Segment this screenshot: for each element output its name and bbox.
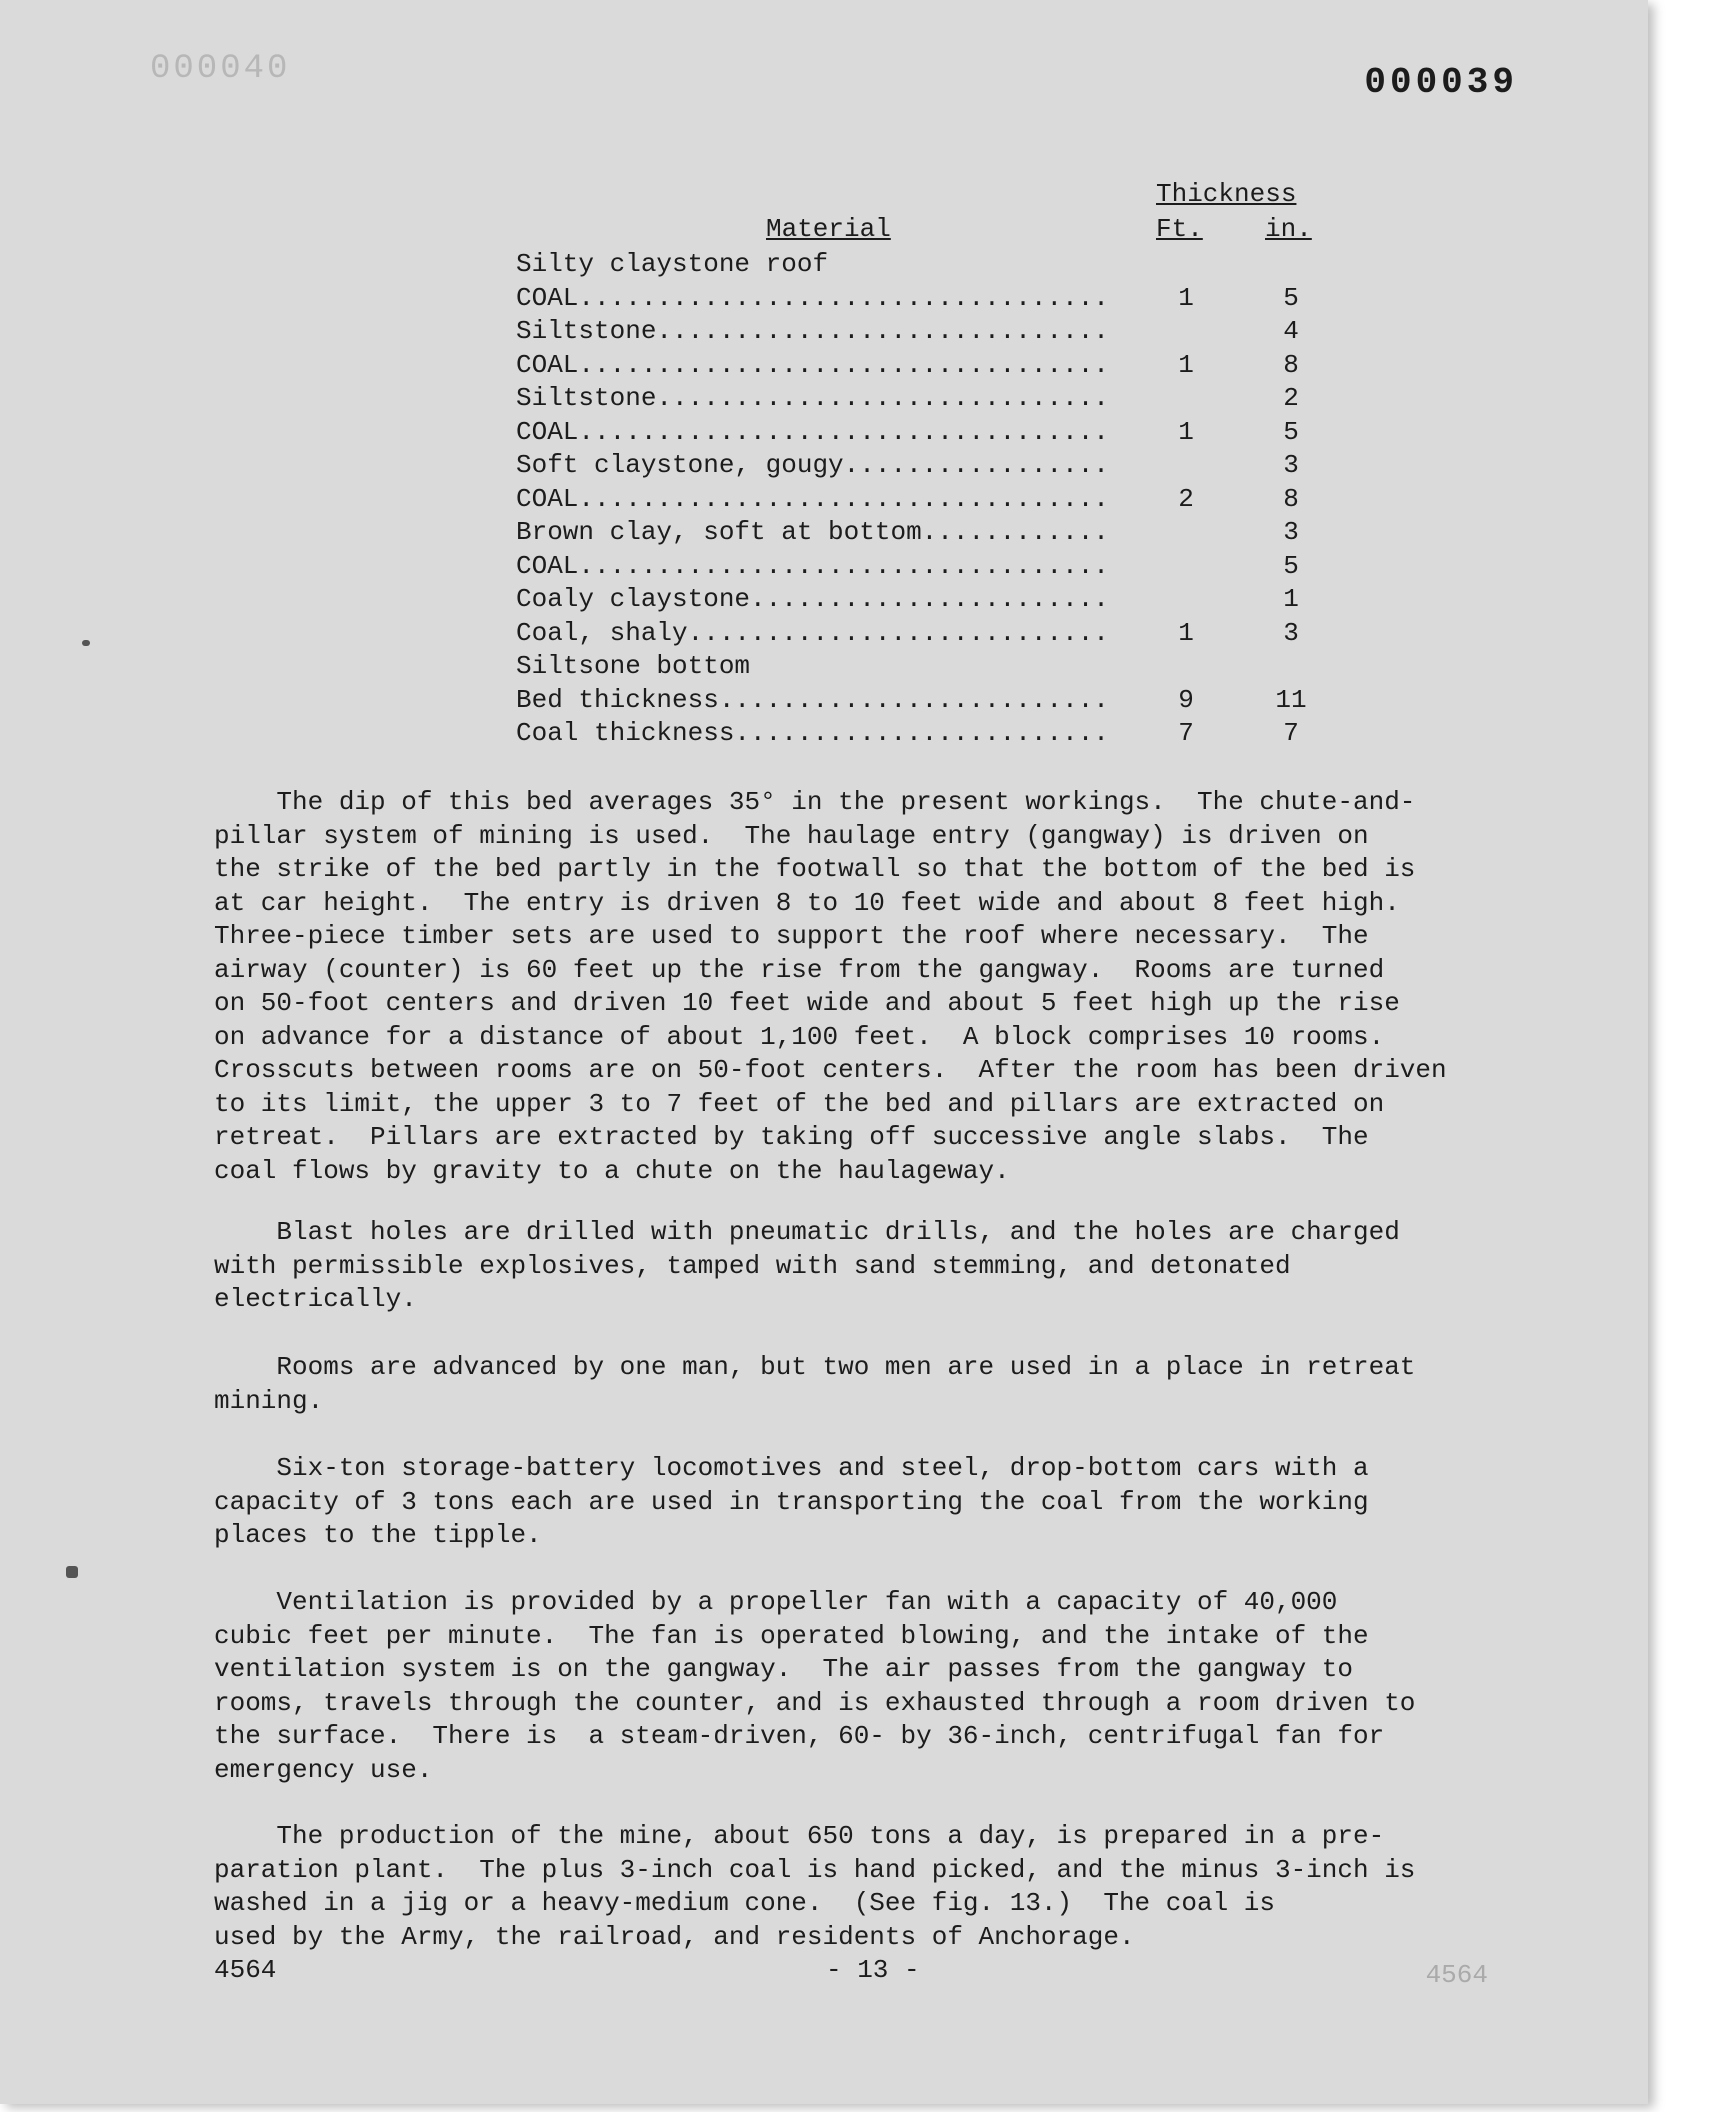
text-line: retreat. Pillars are extracted by taking off successive angle slabs. The [214,1122,1369,1152]
text-line: the surface. There is a steam-driven, 60- by 36-inch, centrifugal fan for [214,1721,1385,1751]
text-line: Rooms are advanced by one man, but two men are used in a place in retreat [214,1352,1416,1382]
feet-cell: 9 [1178,684,1194,715]
material-cell: Soft claystone, gougy................. [516,450,1109,480]
material-cell: Siltstone............................. [516,383,1109,413]
table-body [516,248,1316,751]
text-line: cubic feet per minute. The fan is operated blowing, and the intake of the [214,1620,1369,1651]
text-line: The dip of this bed averages 35° in the present workings. The chute-and- [214,787,1416,817]
text-line: on advance for a distance of about 1,100 feet. A block comprises 10 rooms. [214,1021,1385,1052]
text-line: Three-piece timber sets are used to support the roof where necessary. The [214,921,1369,951]
material-cell: COAL.................................. [516,483,1109,514]
paragraph [214,1452,1554,1553]
text-line: ventilation system is on the gangway. The air passes from the gangway to [214,1654,1353,1684]
text-line: pillar system of mining is used. The haulage entry (gangway) is driven on [214,820,1369,851]
feet-header: Ft. [1156,214,1203,244]
inches-cell: 11 [1275,684,1307,715]
inches-cell: 2 [1283,383,1299,413]
inches-cell: 4 [1283,316,1299,346]
paragraph [214,1586,1554,1787]
table-row [516,717,1316,751]
material-thickness-table [516,178,1316,751]
material-cell: COAL.................................. [516,282,1109,313]
table-row [516,349,1316,383]
scan-speck [82,640,90,646]
scan-speck [66,1566,78,1578]
material-cell: Siltstone............................. [516,316,1109,346]
material-cell: COAL.................................. [516,416,1109,447]
table-row [516,617,1316,651]
material-cell: COAL.................................. [516,550,1109,581]
table-row [516,416,1316,450]
material-cell: Brown clay, soft at bottom............ [516,517,1109,547]
text-line: Blast holes are drilled with pneumatic drills, and the holes are charged [214,1217,1400,1247]
paragraph [214,1351,1554,1418]
inches-header: in. [1265,214,1312,244]
text-line: capacity of 3 tons each are used in transporting the coal from the working [214,1486,1369,1517]
bleed-through-report-number: 4564 [1425,1960,1488,1990]
material-cell: Coal thickness........................ [516,718,1109,748]
table-row [516,449,1316,483]
inches-cell: 3 [1283,617,1299,648]
text-line: washed in a jig or a heavy-medium cone. (See fig. 13.) The coal is [214,1888,1275,1918]
page-number: - 13 - [826,1955,920,1985]
text-line: airway (counter) is 60 feet up the rise from the gangway. Rooms are turned [214,954,1385,985]
inches-cell: 8 [1283,349,1299,380]
text-line: electrically. [214,1284,417,1314]
inches-cell: 8 [1283,483,1299,514]
material-cell: Silty claystone roof [516,249,829,279]
table-header [516,178,1316,248]
feet-cell: 1 [1178,416,1194,447]
inches-cell: 5 [1283,416,1299,447]
inches-cell: 5 [1283,550,1299,581]
bleed-through-page-id: 000040 [150,50,291,88]
feet-cell: 7 [1178,718,1194,748]
material-header: Material [766,214,891,244]
thickness-header: Thickness [1156,179,1297,209]
material-cell: COAL.................................. [516,349,1109,380]
text-line: used by the Army, the railroad, and residents of Anchorage. [214,1921,1135,1952]
text-line: places to the tipple. [214,1520,542,1550]
table-row [516,282,1316,316]
text-line: on 50-foot centers and driven 10 feet wide and about 5 feet high up the rise [214,988,1400,1018]
text-line: at car height. The entry is driven 8 to 10 feet wide and about 8 feet high. [214,887,1400,918]
table-row [516,315,1316,349]
table-row [516,248,1316,282]
feet-cell: 2 [1178,483,1194,514]
material-cell: Siltsone bottom [516,651,751,681]
paragraph [214,1820,1554,1954]
text-line: emergency use. [214,1754,433,1785]
table-row [516,550,1316,584]
material-cell: Coal, shaly........................... [516,617,1109,648]
table-row [516,382,1316,416]
table-row [516,516,1316,550]
feet-cell: 1 [1178,349,1194,380]
inches-cell: 5 [1283,282,1299,313]
page-id-stamp: 000039 [1364,62,1518,103]
text-line: coal flows by gravity to a chute on the haulageway. [214,1155,1010,1186]
table-row [516,684,1316,718]
text-line: with permissible explosives, tamped with sand stemming, and detonated [214,1250,1291,1281]
inches-cell: 7 [1283,718,1299,748]
text-line: mining. [214,1385,324,1416]
material-cell: Coaly claystone....................... [516,584,1109,614]
text-line: The production of the mine, about 650 tons a day, is prepared in a pre- [214,1821,1385,1851]
material-cell: Bed thickness......................... [516,684,1109,715]
table-row [516,583,1316,617]
text-line: Six-ton storage-battery locomotives and steel, drop-bottom cars with a [214,1453,1369,1483]
text-line: to its limit, the upper 3 to 7 feet of the bed and pillars are extracted on [214,1088,1385,1119]
inches-cell: 3 [1283,450,1299,480]
table-row [516,650,1316,684]
table-row [516,483,1316,517]
text-line: rooms, travels through the counter, and is exhausted through a room driven to [214,1687,1416,1718]
text-line: paration plant. The plus 3-inch coal is hand picked, and the minus 3-inch is [214,1854,1416,1885]
inches-cell: 1 [1283,584,1299,614]
paragraph [214,1216,1554,1317]
text-line: Ventilation is provided by a propeller fan with a capacity of 40,000 [214,1587,1338,1617]
feet-cell: 1 [1178,617,1194,648]
inches-cell: 3 [1283,517,1299,547]
text-line: the strike of the bed partly in the footwall so that the bottom of the bed is [214,854,1416,884]
paragraph [214,786,1554,1188]
text-line: Crosscuts between rooms are on 50-foot centers. After the room has been driven [214,1055,1447,1085]
feet-cell: 1 [1178,282,1194,313]
report-number: 4564 [214,1955,277,1985]
